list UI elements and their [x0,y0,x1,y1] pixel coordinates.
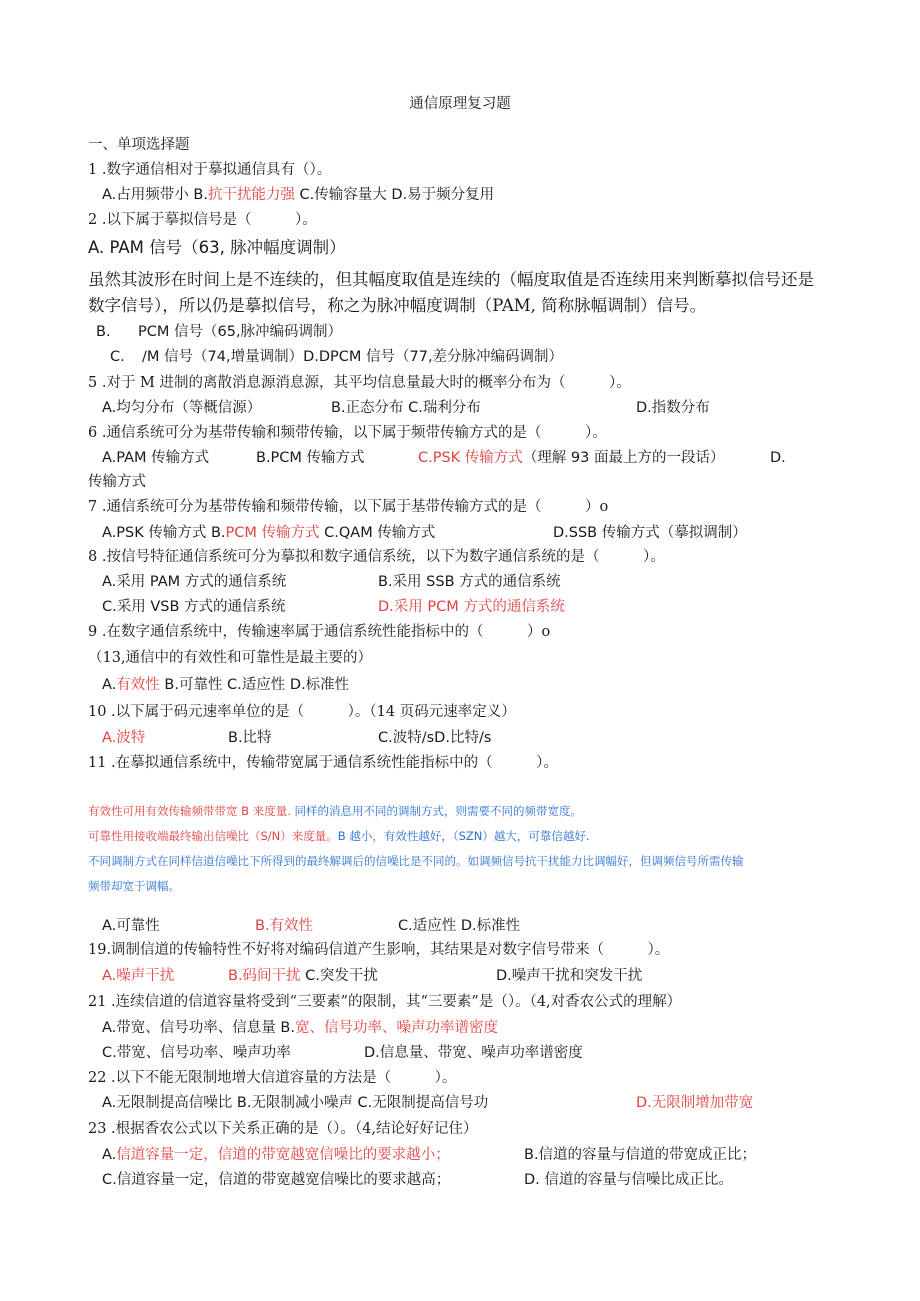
q1-options [102,185,494,205]
q5-option-a: A.均匀分布（等概信源） [102,400,262,416]
q22-answer: D.无限制增加带宽 [636,1095,754,1111]
q21-options-ab [102,1018,498,1038]
q9-stem: 9 .在数字通信系统中，传输速率属于通信系统性能指标中的（ ）o [88,624,551,640]
q11-option-a: A.可靠性 [102,918,160,934]
q2-option-a: A. PAM 信号（63, 脉冲幅度调制） [88,238,346,257]
q19-answer: B.码间干扰 [228,968,301,984]
q2-explanation-1: 虽然其波形在时间上是不连续的，但其幅度取值是连续的（幅度取值是否连续用来判断摹拟信号还是 [88,270,814,289]
q23-stem: 23 .根据香农公式以下关系正确的是（）。（4,结论好好记住） [88,1121,478,1137]
q22-options-abc: A.无限制提高信噪比 B.无限制减小噪声 C.无限制提高信号功 [102,1095,489,1111]
q23-option-a-label: A. [102,1147,117,1163]
q6-option-c-line [418,448,724,468]
q9-options [102,675,349,695]
q1-stem: 1 .数字通信相对于摹拟通信具有（）。 [88,162,332,178]
q7-option-a: A.PSK 传输方式 B. [102,525,226,541]
q7-answer: PCM 传输方式 [225,525,320,541]
note-2-blue: B 越小，有效性越好，（SZN）越大，可靠信越好. [337,829,590,843]
q6-wrap: 传输方式 [88,474,146,490]
note-line-2 [88,827,590,845]
q5-option-bc: B.正态分布 C.瑞利分布 [331,400,481,416]
q6-option-a: A.PAM 传输方式 [102,450,210,466]
q6-stem: 6 .通信系统可分为基带传输和频带传输，以下属于频带传输方式的是（ ）。 [88,425,607,441]
q6-option-d: D. [770,450,786,466]
q23-option-d: D. 信道的容量与信噪比成正比。 [524,1172,733,1188]
q2-stem: 2 .以下属于摹拟信号是（ ）。 [88,212,317,228]
q6-note: （理解 93 面最上方的一段话） [522,450,725,466]
note-1-red: 有效性可用有效传输频带带宽 B 来度量. [88,804,291,818]
q19-option-c: C.突发干扰 [300,968,378,984]
q2-option-cd: /M 信号（74,增量调制）D.DPCM 信号（77,差分脉冲编码调制） [142,349,564,365]
note-line-3: 不同调制方式在同样信道信噪比下所得到的最终解调后的信噪比是不同的。如调频信号抗干扰能力比调幅好，但调频信号所需传输 [88,854,744,868]
q21-option-a: A.带宽、信号功率、信息量 B. [102,1020,295,1036]
q11-stem: 11 .在摹拟通信系统中，传输带宽属于通信系统性能指标中的（ ）。 [88,755,558,771]
q2-option-b-label: B. [96,324,111,340]
note-1-blue: 同样的消息用不同的调制方式，则需要不同的频带宽度。 [290,804,583,818]
q23-option-a-line [102,1145,450,1165]
q6-answer: C.PSK 传输方式 [418,450,523,466]
q1-option-a: A.占用频带小 B. [102,187,208,203]
note-2-red: 可靠性用接收端最终输出信噪比（S/N）来度量。 [88,829,338,843]
q1-answer: 抗干扰能力强 [207,187,295,203]
q21-answer: 宽、信号功率、噪声功率谱密度 [294,1020,498,1036]
q21-option-d: D.信息量、带宽、噪声功率谱密度 [364,1045,583,1061]
q8-option-c: C.采用 VSB 方式的通信系统 [102,599,286,615]
q8-stem: 8 .按信号特征通信系统可分为摹拟和数字通信系统，以下为数字通信系统的是（ ）。 [88,549,665,565]
q10-option-cd: C.波特/sD.比特/s [378,730,492,746]
q2-explanation-2: 数字信号），所以仍是摹拟信号，称之为脉冲幅度调制（PAM, 简称脉幅调制）信号。 [88,296,707,315]
q21-stem: 21 .连续信道的信道容量将受到“三要素”的限制，其“三要素”是（）。（4,对香农公式的理解） [88,994,682,1010]
page-title: 通信原理复习题 [409,96,511,112]
q5-stem: 5 .对于 M 进制的离散消息源消息源，其平均信息量最大时的概率分布为（ ）。 [88,375,631,391]
q19-options-bc [228,966,378,986]
q9-option-a-label: A. [102,677,117,693]
q2-option-c-label: C. [110,349,125,365]
q9-option-rest: B.可靠性 C.适应性 D.标准性 [159,677,350,693]
q19-stem: 19.调制信道的传输特性不好将对编码信道产生影响，其结果是对数字信号带来（ ）。 [88,942,670,958]
q19-option-a: A.噪声干扰 [102,968,175,984]
q10-answer: A.波特 [102,730,146,746]
q11-option-cd: C.适应性 D.标准性 [398,918,521,934]
q11-answer: B.有效性 [255,918,314,934]
q10-stem: 10 .以下属于码元速率单位的是（ ）。（14 页码元速率定义） [88,704,516,720]
q23-option-b: B.信道的容量与信道的带宽成正比； [524,1147,757,1163]
q9-note: （13,通信中的有效性和可靠性是最主要的） [88,650,373,666]
q22-stem: 22 .以下不能无限制地增大信道容量的方法是（ ）。 [88,1070,457,1086]
q23-answer: 信道容量一定，信道的带宽越宽信噪比的要求越小； [116,1147,450,1163]
q19-option-d: D.噪声干扰和突发干扰 [496,968,643,984]
q2-option-b: PCM 信号（65,脉冲编码调制） [138,324,343,340]
note-line-4: 频带却宽于调幅。 [88,879,180,893]
q8-option-a: A.采用 PAM 方式的通信系统 [102,574,287,590]
q23-option-c: C.信道容量一定，信道的带宽越宽信噪比的要求越高； [102,1172,451,1188]
section-heading: 一、单项选择题 [88,137,190,153]
q1-option-cd: C.传输容量大 D.易于频分复用 [294,187,495,203]
q6-option-b: B.PCM 传输方式 [256,450,365,466]
q7-option-d: D.SSB 传输方式（摹拟调制） [553,525,747,541]
q8-answer: D.采用 PCM 方式的通信系统 [378,599,565,615]
q5-option-d: D.指数分布 [636,400,710,416]
q7-option-c: C.QAM 传输方式 [319,525,436,541]
q8-option-b: B.采用 SSB 方式的通信系统 [378,574,561,590]
q9-answer: 有效性 [116,677,160,693]
q10-option-b: B.比特 [228,730,272,746]
q21-option-c: C.带宽、信号功率、噪声功率 [102,1045,291,1061]
q7-options [102,523,435,543]
note-line-1 [88,802,582,820]
q7-stem: 7 .通信系统可分为基带传输和频带传输，以下属于基带传输方式的是（ ）o [88,499,609,515]
